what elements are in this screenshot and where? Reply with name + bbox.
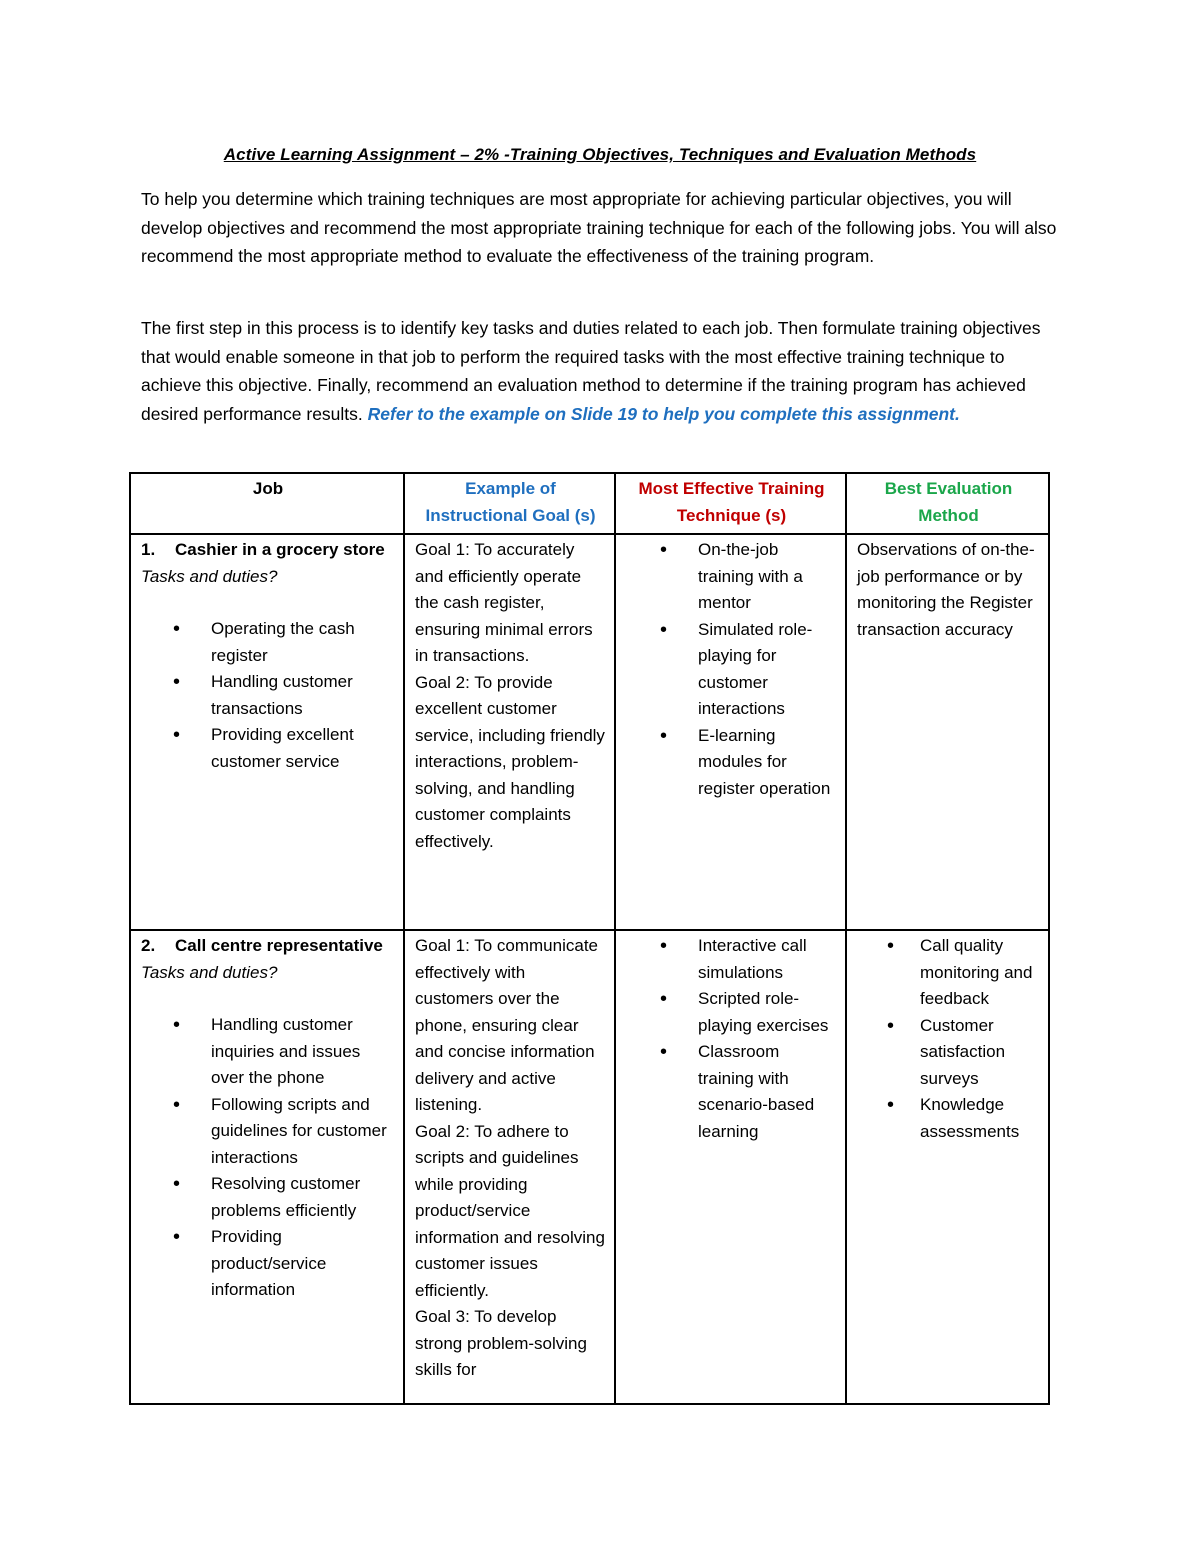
goal-text: Goal 2: To adhere to scripts and guidelines while providing product/service information and resolving customer issues efficiently. (415, 1121, 605, 1300)
goal-text: Goal 1: To accurately and efficiently operate the cash register, ensuring minimal errors in transactions. (415, 540, 593, 665)
techniques-list (626, 933, 837, 1145)
list-item: • Handling customer inquiries and issues over the phone (141, 1012, 395, 1092)
list-item: • Resolving customer problems efficiently (141, 1171, 395, 1224)
list-item: • Call quality monitoring and feedback (849, 933, 1040, 1013)
job-title (141, 933, 395, 960)
header-job: Job (130, 473, 404, 534)
instructions-text: The first step in this process is to identify key tasks and duties related to each job. Then formulate training objectives that would enable someone in that job to perform the required tasks with the most effective training technique to achieve this objective. Finally, recommend an evaluation method to determine if the training program has achieved desired performance results. (141, 318, 1041, 424)
tasks-list (141, 616, 395, 775)
table-row (130, 930, 1049, 1404)
list-item: • Customer satisfaction surveys (849, 1013, 1040, 1093)
assignment-table (129, 472, 1050, 1405)
technique-cell (615, 534, 846, 930)
job-cell (130, 930, 404, 1404)
header-evaluation-method: Best Evaluation Method (846, 473, 1049, 534)
tasks-label: Tasks and duties? (141, 566, 278, 586)
list-item: • Operating the cash register (141, 616, 395, 669)
list-item: • Scripted role-playing exercises (626, 986, 837, 1039)
goal-text: Goal 2: To provide excellent customer service, including friendly interactions, problem-solving, and handling customer complaints effectively. (415, 672, 605, 851)
technique-cell (615, 930, 846, 1404)
job-number: 1. (141, 540, 156, 559)
list-item: • Providing excellent customer service (141, 722, 395, 775)
job-name: Call centre representative (175, 936, 383, 955)
evaluation-cell (846, 534, 1049, 930)
goal-text: Goal 3: To develop strong problem-solving skills for (415, 1307, 587, 1379)
techniques-list (626, 537, 837, 802)
evaluations-list (849, 933, 1040, 1145)
list-item: • Providing product/service information (141, 1224, 395, 1304)
tasks-label: Tasks and duties? (141, 962, 278, 982)
table-header-row (130, 473, 1049, 534)
header-instructional-goal: Example of Instructional Goal (s) (404, 473, 615, 534)
list-item: • Handling customer transactions (141, 669, 395, 722)
job-number: 2. (141, 936, 156, 955)
instructions-paragraph (141, 314, 1066, 428)
goal-text: Goal 1: To communicate effectively with customers over the phone, ensuring clear and concise information delivery and active listening. (415, 936, 598, 1114)
goal-cell (404, 930, 615, 1404)
goal-cell (404, 534, 615, 930)
evaluation-cell (846, 930, 1049, 1404)
list-item: • Knowledge assessments (849, 1092, 1040, 1145)
list-item: • On-the-job training with a mentor (626, 537, 837, 617)
job-cell (130, 534, 404, 930)
list-item: • Simulated role-playing for customer interactions (626, 617, 837, 723)
list-item: • Classroom training with scenario-based learning (626, 1039, 837, 1145)
tasks-list (141, 1012, 395, 1304)
list-item: • E-learning modules for register operation (626, 723, 837, 803)
header-training-technique: Most Effective Training Technique (s) (615, 473, 846, 534)
document-title: Active Learning Assignment – 2% -Training Objectives, Techniques and Evaluation Methods (223, 145, 977, 164)
job-name: Cashier in a grocery store (175, 540, 385, 559)
job-title (141, 537, 395, 564)
list-item: • Interactive call simulations (626, 933, 837, 986)
slide-reference: Refer to the example on Slide 19 to help you complete this assignment. (367, 403, 960, 424)
list-item: • Following scripts and guidelines for customer interactions (141, 1092, 395, 1172)
intro-paragraph: To help you determine which training techniques are most appropriate for achieving particular objectives, you will develop objectives and recommend the most appropriate training technique for each of the following jobs. You will also recommend the most appropriate method to evaluate the effectiveness of the training program. (141, 189, 1057, 266)
table-row (130, 534, 1049, 930)
evaluation-text: Observations of on-the-job performance or by monitoring the Register transaction accuracy (857, 540, 1035, 639)
